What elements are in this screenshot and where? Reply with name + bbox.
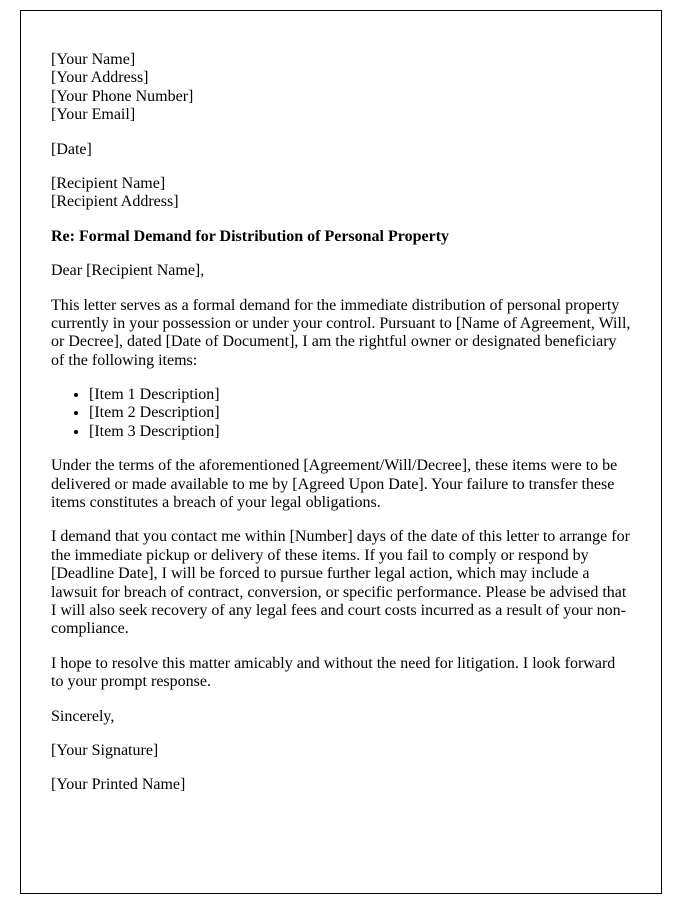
recipient-block [51, 175, 631, 212]
recipient-address: [Recipient Address] [51, 193, 179, 211]
printed-name-placeholder: [Your Printed Name] [51, 776, 186, 794]
body-paragraph-4: I hope to resolve this matter amicably and without the need for litigation. I look forward to your prompt response. [51, 654, 616, 691]
sender-phone: [Your Phone Number] [51, 87, 194, 105]
subject-line: Re: Formal Demand for Distribution of Personal Property [51, 227, 450, 245]
sender-block [51, 51, 631, 125]
item-list [51, 386, 631, 441]
sender-name: [Your Name] [51, 51, 136, 68]
recipient-name: [Recipient Name] [51, 174, 166, 192]
list-item: • [Item 2 Description] [89, 404, 631, 422]
letter-page [20, 10, 662, 894]
body-paragraph-1: This letter serves as a formal demand for the immediate distribution of personal property currently in your possession or under your control. Pursuant to [Name of Agreement, Will, or Decree], dated [Date of Document], I am the rightful owner or designated beneficiary of the following items: [51, 296, 631, 369]
salutation: Dear [Recipient Name], [51, 262, 205, 280]
body-paragraph-2: Under the terms of the aforementioned [Agreement/Will/Decree], these items were to be delivered or made available to me by [Agreed Upon Date]. Your failure to transfer these items constitutes a breach of your legal obligations. [51, 457, 618, 512]
date-line: [Date] [51, 140, 92, 158]
signature-placeholder: [Your Signature] [51, 741, 159, 759]
closing: Sincerely, [51, 707, 115, 725]
body-paragraph-3: I demand that you contact me within [Number] days of the date of this letter to arrange for the immediate pickup or delivery of these items. If you fail to comply or respond by [Deadline Date], I will be forced to pursue further legal action, which may include a lawsuit for breach of contract, conversion, or specific performance. Please be advised that I will also seek recovery of any legal fees and court costs incurred as a result of your non-compliance. [51, 528, 630, 638]
list-item: • [Item 1 Description] [89, 386, 631, 404]
sender-email: [Your Email] [51, 106, 136, 124]
list-item: • [Item 3 Description] [89, 423, 631, 441]
sender-address: [Your Address] [51, 69, 149, 87]
